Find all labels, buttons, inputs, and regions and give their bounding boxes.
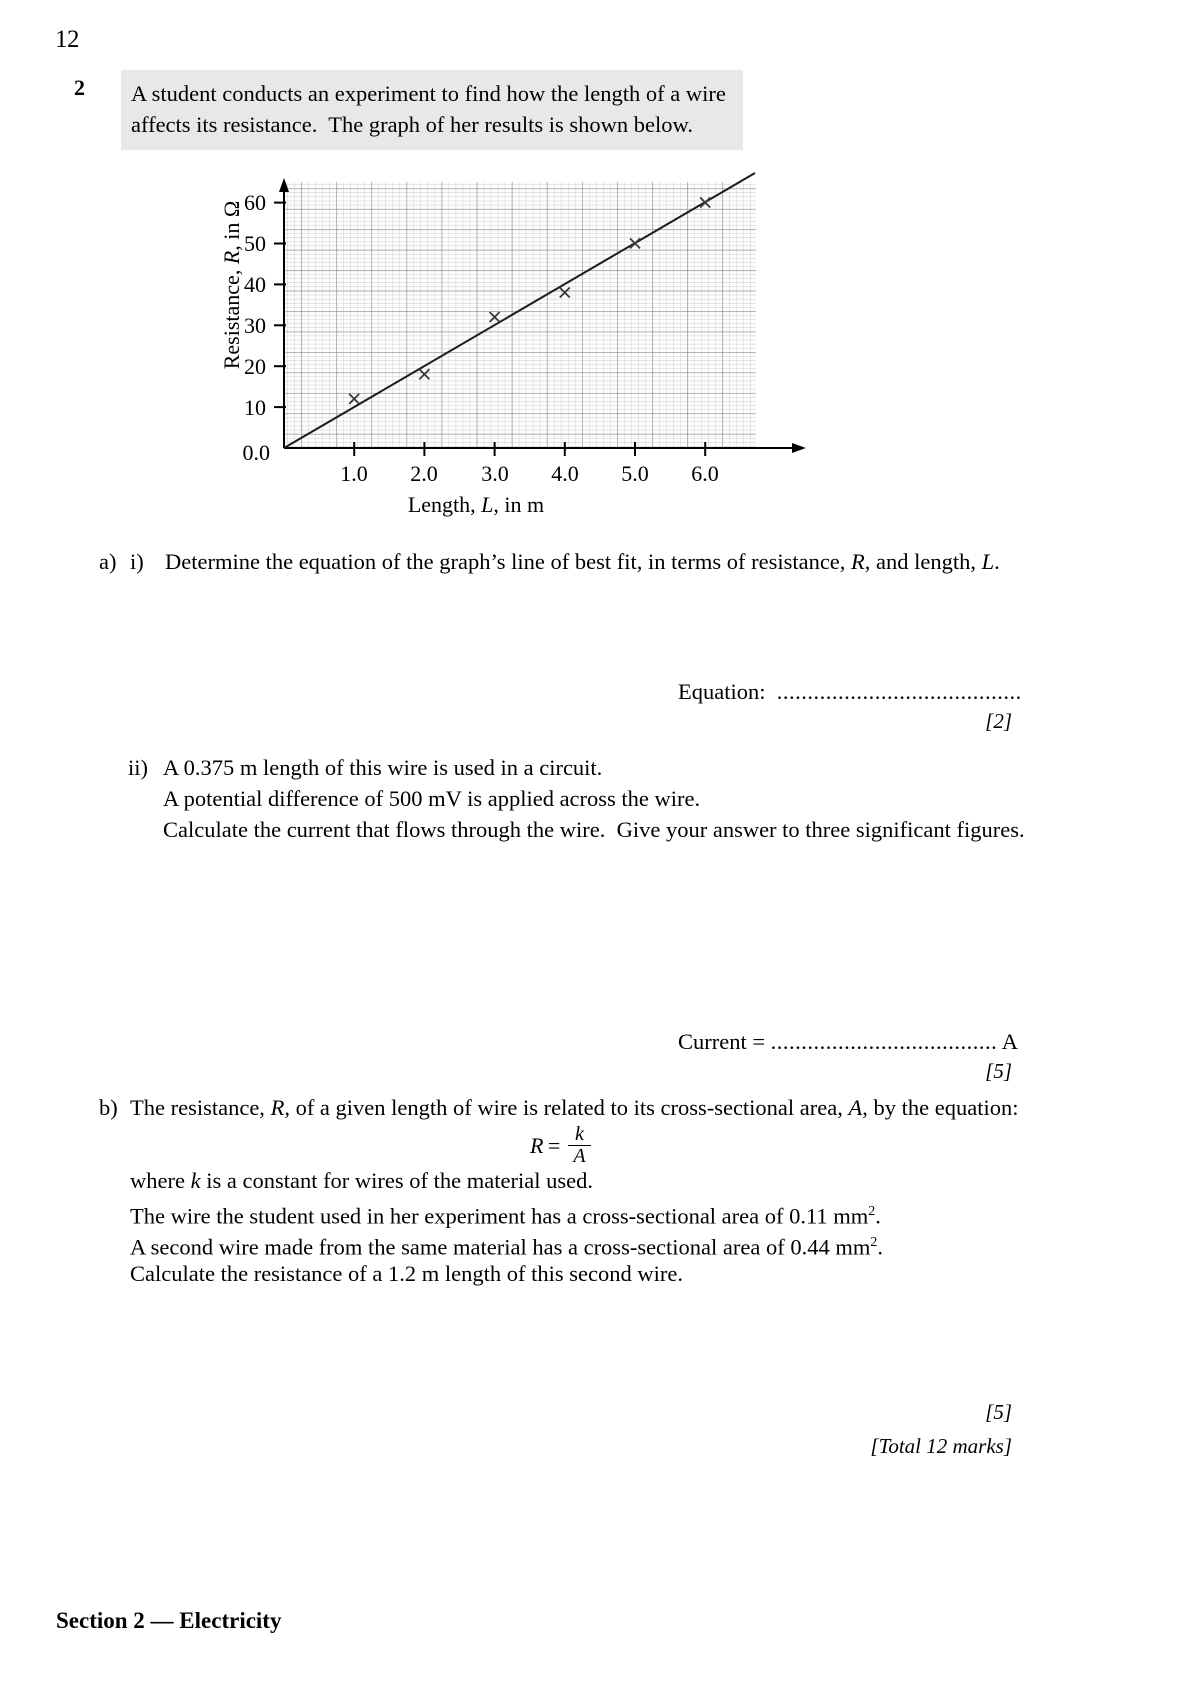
equation-answer-line [678, 679, 1022, 705]
x-tick-label: 6.0 [691, 461, 719, 486]
x-axis-symbol: L [481, 492, 494, 517]
part-b-line-5: Calculate the resistance of a 1.2 m length of this second wire. [130, 1261, 683, 1286]
part-a-ii-label: ii) [128, 755, 148, 780]
superscript-2: 2 [868, 1204, 876, 1219]
x-tick-label: 1.0 [340, 461, 368, 486]
part-a-i-text-mid: , and length, [864, 549, 982, 574]
y-tick-label: 50 [244, 231, 266, 256]
question-number: 2 [74, 75, 85, 100]
page-footer: Section 2 — Electricity [56, 1608, 282, 1633]
part-a-label: a) [99, 549, 117, 574]
part-a-ii-line-3: Calculate the current that flows through the wire. Give your answer to three significant figures. [163, 817, 1025, 842]
symbol-L: L [981, 549, 995, 574]
part-b-line-1-pre: The resistance, [130, 1095, 271, 1120]
part-b-line-1 [130, 1092, 1018, 1123]
y-axis-title-post: , in Ω [219, 200, 244, 251]
symbol-A: A [848, 1095, 863, 1120]
x-axis-title-post: , in m [493, 492, 545, 517]
page-number: 12 [55, 26, 79, 53]
resistance-length-chart [196, 168, 836, 518]
current-answer-label: Current = [678, 1029, 766, 1054]
equation-answer-dots[interactable]: ........................................ [776, 679, 1022, 704]
part-b-line-1-post: , by the equation: [862, 1095, 1019, 1120]
formula-lhs: R [530, 1132, 544, 1158]
question-stem [121, 70, 743, 150]
current-answer-dots[interactable]: ..................................... [770, 1029, 998, 1054]
y-axis-title-pre: Resistance, [219, 264, 244, 370]
part-b-line-1-mid: , of a given length of wire is related to its cross-sectional area, [284, 1095, 849, 1120]
chart-gridlines [284, 182, 756, 448]
marks-b: [5] [985, 1400, 1012, 1424]
part-a-i-text [165, 546, 1000, 577]
y-tick-label: 20 [244, 354, 266, 379]
marks-a-ii: [5] [985, 1059, 1012, 1083]
symbol-R: R [851, 549, 865, 574]
current-answer-unit: A [1001, 1029, 1018, 1054]
part-b-line-2-pre: where [130, 1168, 191, 1193]
symbol-R: R [270, 1095, 285, 1120]
total-marks: [Total 12 marks] [870, 1434, 1012, 1458]
part-b-line-4-post: . [877, 1234, 883, 1260]
formula-fraction [568, 1124, 590, 1167]
part-a-ii-line-1: A 0.375 m length of this wire is used in a circuit. [163, 755, 603, 780]
stem-line-2: affects its resistance. The graph of her results is shown below. [131, 112, 693, 137]
formula-denominator: A [568, 1145, 590, 1167]
part-b-line-3-pre: The wire the student used in her experiment has a cross-sectional area of 0.11 mm [130, 1203, 869, 1229]
y-tick-label: 10 [244, 395, 266, 420]
formula-resistance [530, 1124, 591, 1167]
origin-label: 0.0 [242, 440, 270, 465]
part-b-label: b) [99, 1095, 118, 1120]
part-b-line-2-post: is a constant for wires of the material used. [200, 1168, 593, 1193]
marks-a-i: [2] [985, 709, 1012, 733]
current-answer-line [678, 1029, 1018, 1055]
part-a-i-text-pre: Determine the equation of the graph’s line of best fit, in terms of resistance, [165, 549, 852, 574]
formula-numerator: k [574, 1123, 584, 1145]
y-tick-label: 40 [244, 272, 266, 297]
part-b-line-2 [130, 1165, 593, 1196]
equation-answer-label: Equation: [678, 679, 766, 704]
x-tick-label: 3.0 [481, 461, 509, 486]
part-b-line-4-pre: A second wire made from the same material has a cross-sectional area of 0.44 mm [130, 1234, 871, 1260]
y-tick-label: 60 [244, 190, 266, 215]
formula-equals: = [546, 1132, 562, 1158]
x-tick-label: 5.0 [621, 461, 649, 486]
part-a-i-label: i) [130, 549, 144, 574]
x-axis-title-pre: Length, [407, 492, 482, 517]
chart-plot-area [196, 168, 836, 478]
y-axis-symbol: R [219, 250, 244, 265]
y-tick-label: 30 [244, 313, 266, 338]
x-tick-label: 2.0 [410, 461, 438, 486]
superscript-2: 2 [870, 1235, 878, 1250]
part-b-line-3-post: . [875, 1203, 881, 1229]
x-axis-title [196, 492, 756, 518]
part-a-i-text-post: . [994, 549, 1000, 574]
part-a-ii-line-2: A potential difference of 500 mV is applied across the wire. [163, 786, 701, 811]
x-tick-label: 4.0 [551, 461, 579, 486]
symbol-k: k [190, 1168, 201, 1193]
stem-line-1: A student conducts an experiment to find how the length of a wire [131, 81, 726, 106]
